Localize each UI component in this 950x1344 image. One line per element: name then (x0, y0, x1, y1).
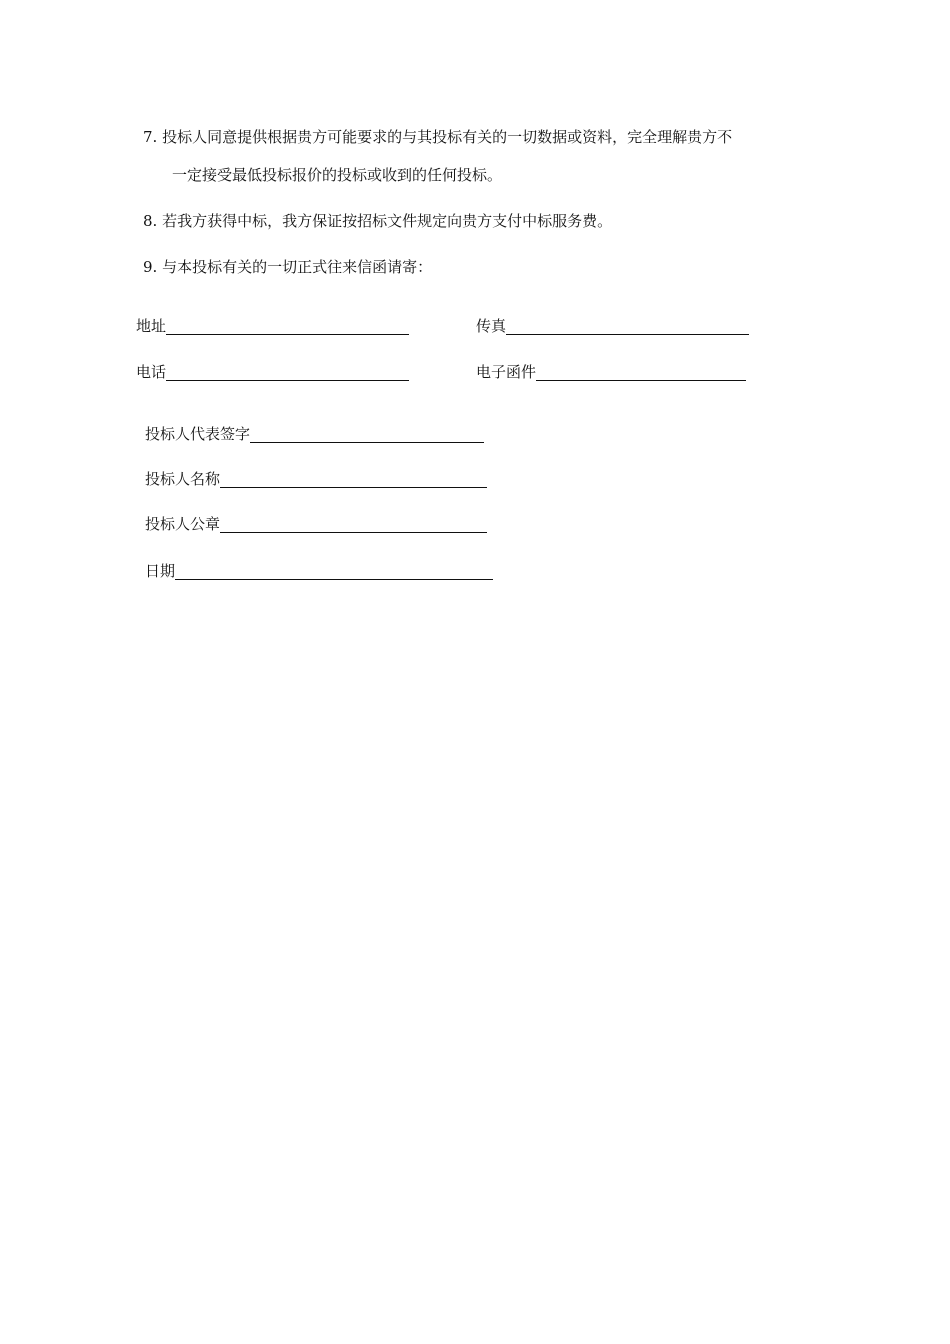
email-field (476, 362, 746, 382)
bidder-seal-field (145, 514, 487, 534)
fax-label: 传真 (476, 317, 507, 335)
rep-signature-blank[interactable] (250, 425, 484, 443)
bidder-seal-label: 投标人公章 (145, 515, 221, 533)
bidder-seal-blank[interactable] (220, 515, 487, 533)
clause-8: 8. 若我方获得中标，我方保证按招标文件规定向贵方支付中标服务费。 (143, 212, 613, 230)
address-blank[interactable] (166, 317, 409, 335)
bidder-name-field (145, 469, 487, 489)
phone-field (136, 362, 409, 382)
clause-7-line-2: 一定接受最低投标报价的投标或收到的任何投标。 (172, 166, 503, 184)
fax-field (476, 316, 749, 336)
rep-signature-field (145, 424, 484, 444)
clause-9: 9. 与本投标有关的一切正式往来信函请寄： (143, 258, 433, 276)
date-label: 日期 (145, 562, 176, 580)
email-label: 电子函件 (476, 363, 537, 381)
phone-blank[interactable] (166, 363, 409, 381)
fax-blank[interactable] (506, 317, 749, 335)
bidder-name-blank[interactable] (220, 470, 487, 488)
address-label: 地址 (136, 317, 167, 335)
date-blank[interactable] (175, 562, 493, 580)
bidder-name-label: 投标人名称 (145, 470, 221, 488)
phone-label: 电话 (136, 363, 167, 381)
date-field (145, 561, 493, 581)
rep-signature-label: 投标人代表签字 (145, 425, 251, 443)
clause-7-line-1: 7. 投标人同意提供根据贵方可能要求的与其投标有关的一切数据或资料，完全理解贵方不 (143, 128, 733, 146)
email-blank[interactable] (536, 363, 746, 381)
address-field (136, 316, 409, 336)
